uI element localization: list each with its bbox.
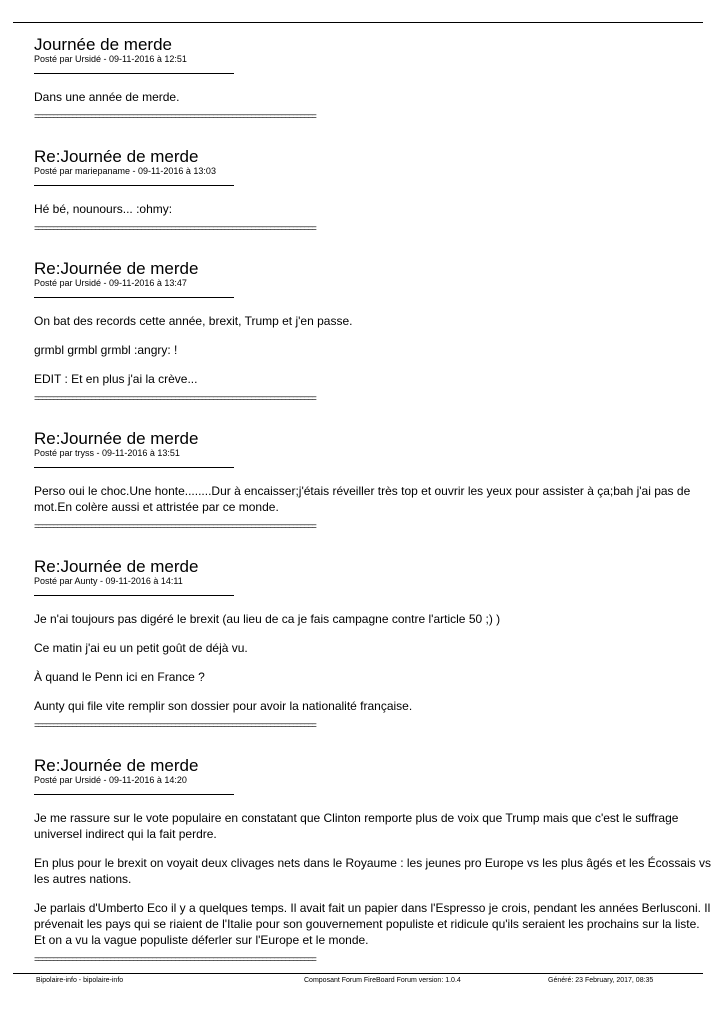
- post-separator: ==========================================================================: [34, 523, 316, 532]
- post-title: Re:Journée de merde: [34, 557, 199, 576]
- post-separator: ==========================================================================: [34, 956, 316, 965]
- post-title: Re:Journée de merde: [34, 147, 199, 166]
- forum-post: [34, 430, 714, 532]
- forum-post: [34, 260, 714, 404]
- post-separator: ==========================================================================: [34, 113, 316, 122]
- post-paragraph: Dans une année de merde.: [34, 90, 180, 104]
- post-paragraph: On bat des records cette année, brexit, Trump et j'en passe.: [34, 314, 353, 328]
- post-title: Re:Journée de merde: [34, 429, 199, 448]
- post-meta: Posté par Ursidé - 09-11-2016 à 14:20: [34, 775, 187, 785]
- post-title: Re:Journée de merde: [34, 259, 199, 278]
- forum-post: [34, 558, 714, 731]
- meta-underline: [34, 185, 234, 186]
- meta-underline: [34, 297, 234, 298]
- meta-underline: [34, 73, 234, 74]
- post-paragraph: Je n'ai toujours pas digéré le brexit (au lieu de ca je fais campagne contre l'article 50 ;) ): [34, 612, 501, 626]
- post-title: Journée de merde: [34, 35, 172, 54]
- post-paragraph: Ce matin j'ai eu un petit goût de déjà vu.: [34, 641, 248, 655]
- footer-rule: [13, 973, 703, 974]
- post-paragraph: Aunty qui file vite remplir son dossier pour avoir la nationalité française.: [34, 699, 413, 713]
- footer-forum-version: Composant Forum FireBoard Forum version: 1.0.4: [304, 977, 461, 984]
- post-meta: Posté par Aunty - 09-11-2016 à 14:11: [34, 576, 183, 586]
- post-list: [34, 36, 714, 991]
- post-body: [34, 483, 714, 515]
- post-meta: Posté par Ursidé - 09-11-2016 à 13:47: [34, 278, 187, 288]
- footer-generated-date: Généré: 23 February, 2017, 08:35: [548, 977, 654, 984]
- post-paragraph: Je parlais d'Umberto Eco il y a quelques temps. Il avait fait un papier dans l'Espresso je crois, pendant les années Berlusconi. Il prévenait les pays qui se riaient de l'Italie pour son gouvernement populiste et ridicule qu'ils seraient les prochains sur la liste. Et on a vu la vague populiste déferler sur l'Europe et le monde.: [34, 901, 711, 947]
- post-paragraph: À quand le Penn ici en France ?: [34, 670, 205, 684]
- post-meta: Posté par tryss - 09-11-2016 à 13:51: [34, 448, 180, 458]
- meta-underline: [34, 467, 234, 468]
- post-title: Re:Journée de merde: [34, 756, 199, 775]
- forum-post: [34, 148, 714, 234]
- post-paragraph: EDIT : Et en plus j'ai la crève...: [34, 372, 198, 386]
- post-body: [34, 89, 714, 105]
- forum-post: [34, 757, 714, 965]
- meta-underline: [34, 794, 234, 795]
- post-body: [34, 810, 714, 948]
- post-paragraph: Hé bé, nounours... :ohmy:: [34, 202, 173, 216]
- post-paragraph: grmbl grmbl grmbl :angry: !: [34, 343, 178, 357]
- post-paragraph: En plus pour le brexit on voyait deux clivages nets dans le Royaume : les jeunes pro Europe vs les plus âgés et les Écossais vs les autres nations.: [34, 856, 712, 886]
- post-meta: Posté par mariepaname - 09-11-2016 à 13:03: [34, 166, 216, 176]
- post-paragraph: Perso oui le choc.Une honte........Dur à encaisser;j'étais réveiller très top et ouvrir les yeux pour assister à ça;bah j'ai pas de mot.En colère aussi et attristée par ce monde.: [34, 484, 691, 514]
- post-body: [34, 611, 714, 714]
- forum-post: [34, 36, 714, 122]
- post-body: [34, 201, 714, 217]
- post-separator: ==========================================================================: [34, 225, 316, 234]
- post-separator: ==========================================================================: [34, 722, 316, 731]
- post-meta: Posté par Ursidé - 09-11-2016 à 12:51: [34, 54, 187, 64]
- post-separator: ==========================================================================: [34, 395, 316, 404]
- header-rule: [13, 22, 703, 23]
- post-body: [34, 313, 714, 387]
- post-paragraph: Je me rassure sur le vote populaire en constatant que Clinton remporte plus de voix que Trump mais que c'est le suffrage universel indirect qui la fait perdre.: [34, 811, 679, 841]
- footer-site-name: Bipolaire-info - bipolaire-info: [36, 977, 124, 984]
- meta-underline: [34, 595, 234, 596]
